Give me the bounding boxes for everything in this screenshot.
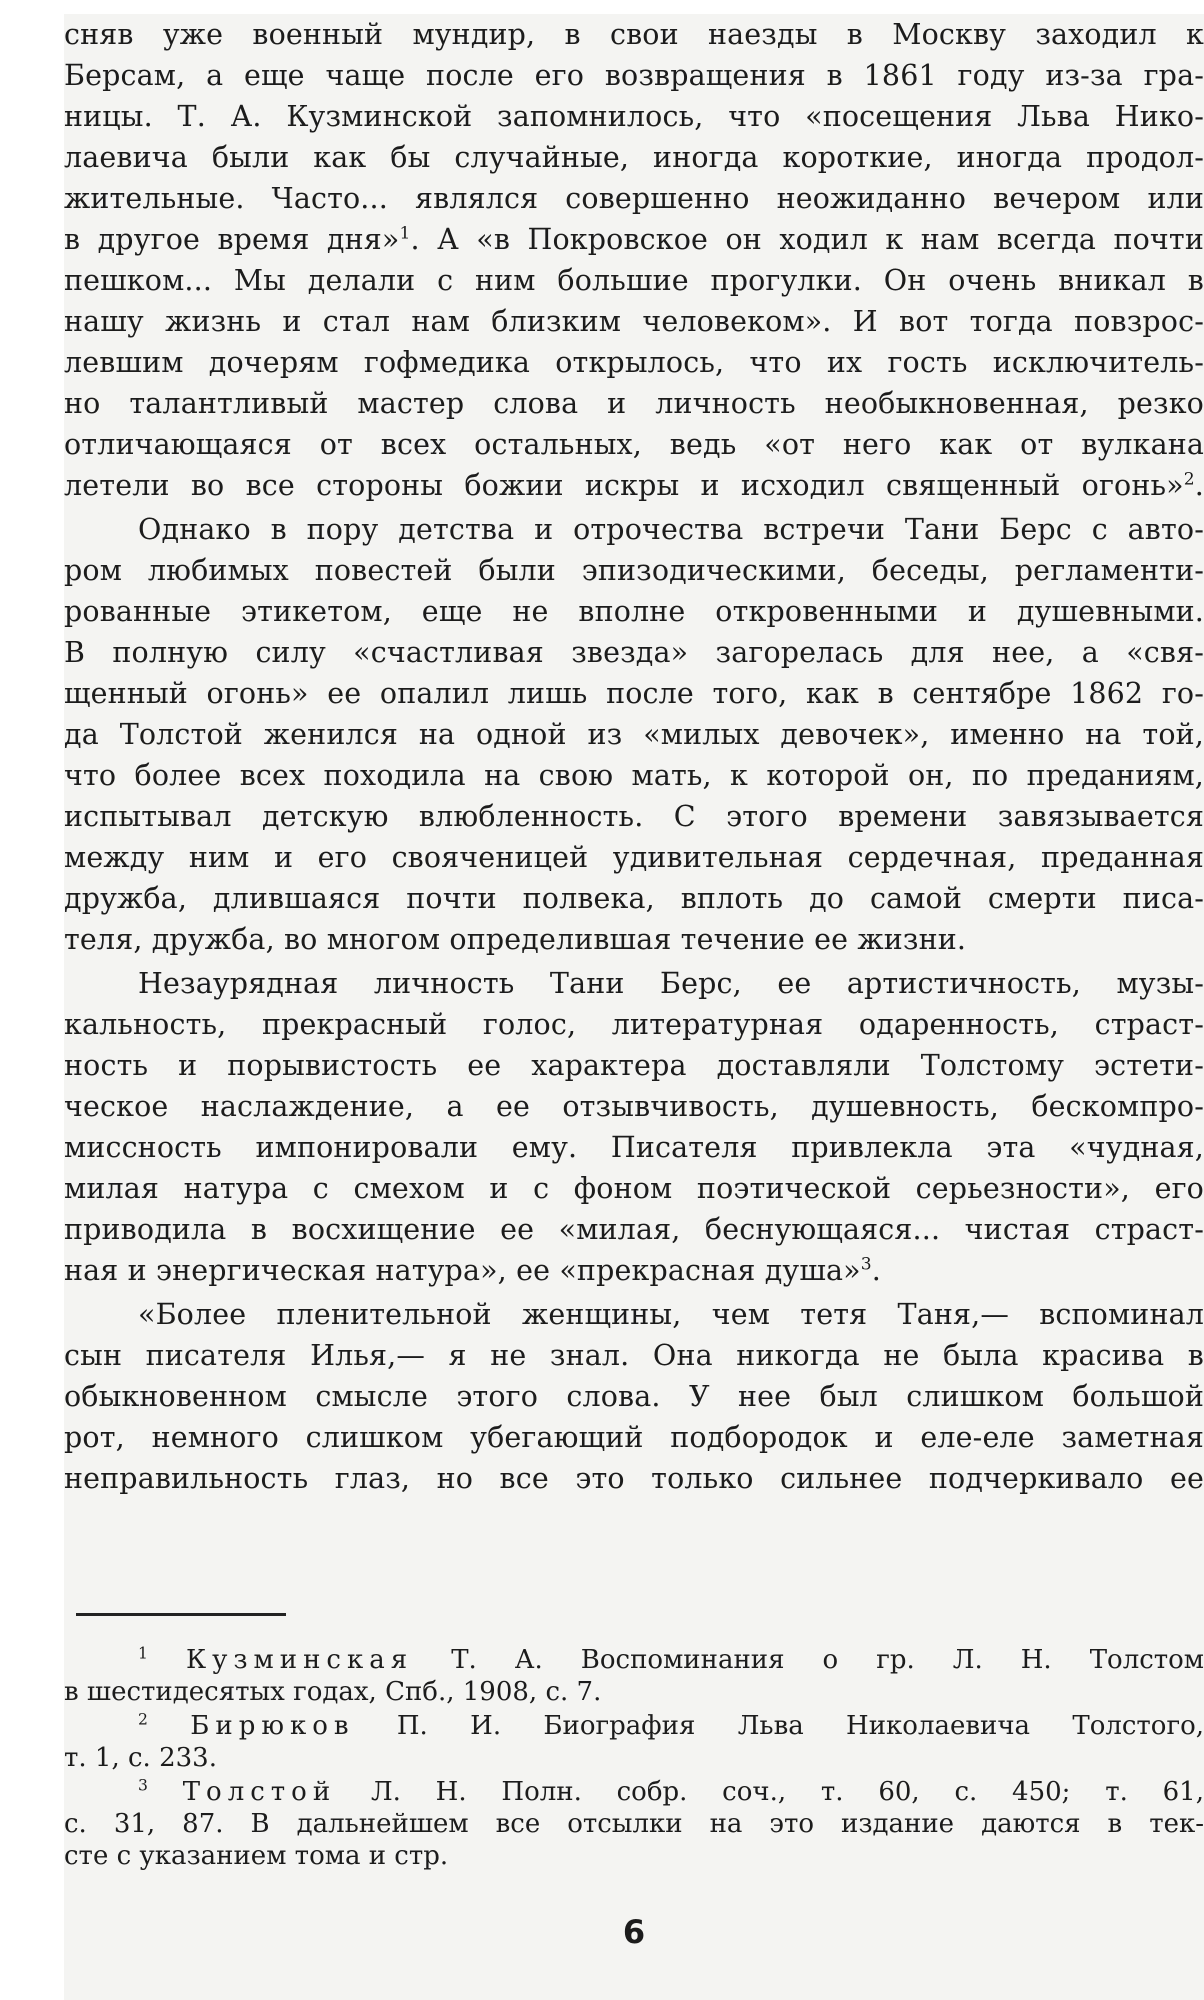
footnote-mark: 3	[138, 1776, 148, 1795]
footnote-ref-2: 2	[1183, 469, 1195, 490]
text-line: дружба, длившаяся почти полвека, вплоть до самой смерти писа-	[64, 882, 1204, 915]
line-text-tail: . А «в Покровское он ходил к нам всегда почти	[410, 223, 1204, 256]
text-line: ческое наслаждение, а ее отзывчивость, душевность, бескомпро-	[64, 1090, 1204, 1123]
text-line: ность и порывистость ее характера доставляли Толстому эстети-	[64, 1049, 1204, 1082]
footnote-ref-1: 1	[399, 223, 411, 244]
text-line: кальность, прекрасный голос, литературная одаренность, страст-	[64, 1008, 1204, 1041]
text-line	[64, 465, 1204, 506]
text-line: ром любимых повестей были эпизодическими, беседы, регламенти-	[64, 554, 1204, 587]
text-line: Берсам, а еще чаще после его возвращения в 1861 году из-за гра-	[64, 59, 1204, 92]
text-line	[64, 1250, 1204, 1291]
footnote-mark: 2	[138, 1710, 148, 1729]
footnote-author: Бирюков	[190, 1711, 355, 1741]
footnote-1-cont: в шестидесятых годах, Спб., 1908, с. 7.	[64, 1677, 602, 1707]
line-text: ная и энергическая натура», ее «прекрасная душа»	[64, 1254, 861, 1287]
text-line: но талантливый мастер слова и личность необыкновенная, резко	[64, 387, 1204, 420]
line-text: летели во все стороны божии искры и исходил священный огонь»	[64, 469, 1184, 502]
footnote-divider	[76, 1613, 286, 1616]
footnote-2	[64, 1710, 1204, 1742]
text-line: нашу жизнь и стал нам близким человеком». И вот тогда повзрос-	[64, 305, 1204, 338]
page-number: 6	[622, 1913, 646, 1951]
footnote-author: Толстой	[182, 1777, 337, 1807]
footnote-text: Т. А. Воспоминания о гр. Л. Н. Толстом	[451, 1645, 1204, 1675]
text-line: да Толстой женился на одной из «милых девочек», именно на той,	[64, 718, 1204, 751]
footnote-1	[64, 1644, 1204, 1676]
footnote-mark: 1	[138, 1644, 148, 1663]
footnote-ref-3: 3	[860, 1254, 872, 1275]
text-line: сняв уже военный мундир, в свои наезды в Москву заходил к	[64, 18, 1204, 51]
text-line: щенный огонь» ее опалил лишь после того, как в сентябре 1862 го-	[64, 677, 1204, 710]
footnote-2-cont: т. 1, с. 233.	[64, 1743, 217, 1773]
text-line: неправильность глаз, но все это только сильнее подчеркивало ее	[64, 1462, 1204, 1495]
text-line: теля, дружба, во многом определившая течение ее жизни.	[64, 923, 967, 956]
text-line: левшим дочерям гофмедика открылось, что их гость исключитель-	[64, 346, 1204, 379]
footnote-3-cont: сте с указанием тома и стр.	[64, 1841, 449, 1871]
footnote-text: Л. Н. Полн. собр. соч., т. 60, с. 450; т. 61,	[370, 1777, 1204, 1807]
text-line: между ним и его свояченицей удивительная сердечная, преданная	[64, 841, 1204, 874]
text-line: «Более пленительной женщины, чем тетя Таня,— вспоминал	[138, 1298, 1204, 1331]
text-line: испытывал детскую влюбленность. С этого времени завязывается	[64, 800, 1204, 833]
book-page	[64, 14, 1204, 2000]
text-line: жительные. Часто... являлся совершенно неожиданно вечером или	[64, 182, 1204, 215]
text-line: Однако в пору детства и отрочества встречи Тани Берс с авто-	[138, 513, 1204, 546]
text-line: отличающаяся от всех остальных, ведь «от него как от вулкана	[64, 428, 1204, 461]
footnote-author: Кузминская	[185, 1645, 414, 1675]
text-line: милая натура с смехом и с фоном поэтической серьезности», его	[64, 1172, 1204, 1205]
text-line	[64, 219, 1204, 260]
text-line: рованные этикетом, еще не вполне откровенными и душевными.	[64, 595, 1204, 628]
line-text: в другое время дня»	[64, 223, 400, 256]
text-line: ницы. Т. А. Кузминской запомнилось, что «посещения Льва Нико-	[64, 100, 1204, 133]
text-line: приводила в восхищение ее «милая, беснующаяся... чистая страст-	[64, 1213, 1204, 1246]
text-line: пешком... Мы делали с ним большие прогулки. Он очень вникал в	[64, 264, 1204, 297]
text-line: Незаурядная личность Тани Берс, ее артистичность, музы-	[138, 967, 1204, 1000]
text-line: что более всех походила на свою мать, к которой он, по преданиям,	[64, 759, 1204, 792]
line-text-tail: .	[871, 1254, 881, 1287]
text-line: рот, немного слишком убегающий подбородок и еле-еле заметная	[64, 1421, 1204, 1454]
footnote-text: П. И. Биография Льва Николаевича Толстого,	[396, 1711, 1204, 1741]
footnote-3	[64, 1776, 1204, 1808]
text-line: В полную силу «счастливая звезда» загорелась для нее, а «свя-	[64, 636, 1204, 669]
text-line: обыкновенном смысле этого слова. У нее был слишком большой	[64, 1380, 1204, 1413]
text-line: лаевича были как бы случайные, иногда короткие, иногда продол-	[64, 141, 1204, 174]
line-text-tail: .	[1194, 469, 1204, 502]
footnote-3-cont: с. 31, 87. В дальнейшем все отсылки на это издание даются в тек-	[64, 1809, 1204, 1839]
text-line: сын писателя Илья,— я не знал. Она никогда не была красива в	[64, 1339, 1204, 1372]
text-line: миссность импонировали ему. Писателя привлекла эта «чудная,	[64, 1131, 1204, 1164]
